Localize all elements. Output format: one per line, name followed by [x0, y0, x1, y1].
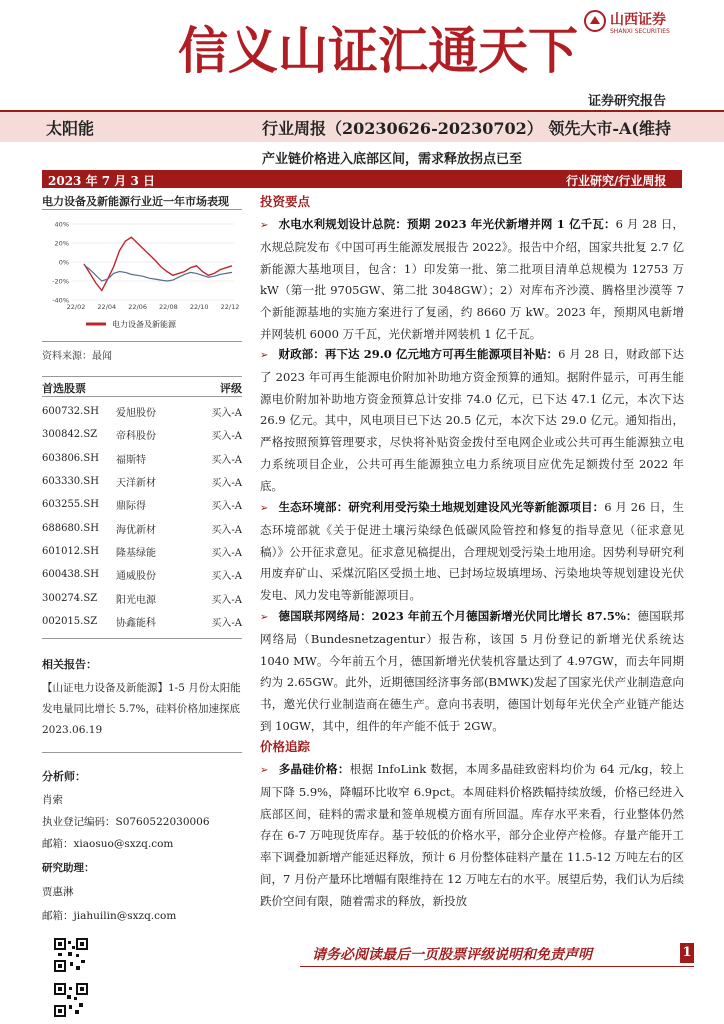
chart-title: 电力设备及新能源行业近一年市场表现: [42, 195, 229, 208]
chart-source: 资料来源：最闻: [42, 351, 112, 362]
stock-name: 通威股份: [116, 571, 156, 583]
chart-grid: [72, 224, 234, 300]
stock-code: 603255.SH: [42, 499, 99, 511]
paragraph-text: 德国联邦网络局（Bundesnetzagentur）报告称，该国 5 月份登记的新增光伏系统达 1040 MW。今年前五个月，德国新增光伏装机容量达到了 4.97GW，而去年同期约为 2.65GW。此外，近期德国经济事务部(BMWK)发起了国家光伏产业制造意向书，邀光伏行业制造商在德生产。意向书表明，德国计划每年光伏全产业链产能达到 10GW，其中，组件的年产能不低于 2GW。: [260, 609, 684, 733]
stock-code: 300842.SZ: [42, 429, 98, 441]
paragraph-lead: 多晶硅价格：: [278, 762, 350, 776]
stock-row: [42, 470, 242, 493]
report-date: 2023 年 7 月 3 日: [48, 174, 155, 188]
series-line-benchmark: [84, 265, 232, 281]
stock-rating: 买入-A: [211, 478, 242, 490]
divider: [42, 638, 242, 639]
stock-row: [42, 610, 242, 633]
footer-divider: [300, 966, 694, 967]
analyst-name: 肖索: [42, 794, 63, 806]
stock-rating: 买入-A: [211, 501, 242, 513]
logo-name: 山西证券: [610, 12, 666, 28]
stock-code: 600438.SH: [42, 569, 99, 581]
paragraph-germany-network-agency: [260, 606, 684, 738]
report-subheadline: 产业链价格进入底部区间，需求释放拐点已至: [262, 152, 523, 167]
stock-rating: 买入-A: [211, 431, 242, 443]
bullet-icon: ➢: [260, 765, 269, 776]
stock-rating: 买入-A: [211, 408, 242, 420]
related-reports-title: 相关报告：: [42, 658, 97, 671]
y-tick-label: 40%: [54, 220, 69, 229]
stock-rating: 买入-A: [211, 617, 242, 629]
stock-rating: 买入-A: [211, 547, 242, 559]
stock-row: [42, 400, 242, 423]
stock-name: 天洋新材: [116, 478, 156, 490]
stock-row: [42, 447, 242, 470]
bullet-icon: ➢: [260, 350, 269, 361]
slogan-banner: [178, 16, 628, 106]
x-tick-label: 22/02: [66, 303, 86, 311]
divider: [42, 396, 242, 397]
paragraph-lead: 生态环境部：研究利用受污染土地规划建设风光等新能源项目：: [278, 500, 605, 514]
stock-row: [42, 493, 242, 516]
assistant-name: 贾惠淋: [42, 886, 74, 898]
bullet-icon: ➢: [260, 503, 269, 514]
paragraph-hydropower-institute: [260, 214, 684, 346]
stock-code: 688680.SH: [42, 522, 99, 534]
bullet-icon: ➢: [260, 220, 269, 231]
chart-legend-label: 电力设备及新能源: [112, 320, 176, 329]
x-tick-label: 22/06: [128, 303, 147, 311]
stock-row: [42, 516, 242, 539]
stock-code: 603806.SH: [42, 452, 99, 464]
stock-code: 601012.SH: [42, 545, 99, 557]
slogan-text: 信义山证汇通天下: [178, 21, 578, 80]
paragraph-ministry-of-ecology: [260, 497, 684, 607]
y-tick-label: 0%: [58, 258, 69, 267]
x-tick-label: 22/12: [220, 303, 240, 311]
stock-name: 福斯特: [116, 454, 146, 466]
stock-name: 海优新材: [116, 524, 156, 536]
stock-row: [42, 586, 242, 609]
y-tick-label: -40%: [52, 296, 69, 305]
page-number: 1: [680, 943, 694, 963]
analyst-title: 分析师：: [42, 770, 86, 783]
stock-rating: 买入-A: [211, 571, 242, 583]
y-tick-label: 20%: [54, 239, 69, 248]
divider: [42, 376, 242, 377]
assistant-email[interactable]: 邮箱：jiahuilin@sxzq.com: [42, 910, 177, 922]
stock-rating: 买入-A: [211, 594, 242, 606]
stock-row: [42, 423, 242, 446]
series-line-sector: [84, 237, 232, 290]
company-logo: [582, 8, 702, 44]
section-title-investment-points: 投资要点: [260, 194, 311, 209]
market-performance-chart: [42, 214, 242, 332]
divider: [42, 341, 242, 342]
section-title-price-tracking: 价格追踪: [260, 739, 311, 754]
preferred-stocks-table: [42, 400, 242, 633]
logo-english: SHANXI SECURITIES: [610, 28, 670, 35]
stock-code: 300274.SZ: [42, 592, 98, 604]
divider: [42, 209, 242, 210]
divider: [42, 752, 242, 753]
stock-name: 协鑫能科: [116, 617, 156, 629]
disclaimer-notice: 请务必阅读最后一页股票评级说明和免责声明: [312, 947, 592, 963]
x-tick-label: 22/10: [189, 303, 209, 311]
stock-name: 隆基绿能: [116, 547, 156, 559]
stock-row: [42, 563, 242, 586]
stock-name: 爱旭股份: [116, 408, 156, 420]
report-headline: 行业周报（20230626-20230702） 领先大市-A(维持: [262, 119, 671, 138]
x-tick-label: 22/04: [97, 303, 117, 311]
stock-name: 鼎际得: [116, 501, 146, 513]
stock-code: 002015.SZ: [42, 615, 98, 627]
report-category: 行业研究/行业周报: [566, 174, 667, 188]
paragraph-lead: 德国联邦网络局：2023 年前五个月德国新增光伏同比增长 87.5%：: [278, 609, 638, 623]
paragraph-ministry-of-finance: [260, 344, 684, 498]
stock-code: 603330.SH: [42, 476, 99, 488]
report-type: 证券研究报告: [588, 94, 667, 109]
stocks-header-rating: 评级: [220, 382, 242, 395]
stocks-header: [42, 380, 242, 396]
stock-name: 帝科股份: [116, 431, 156, 443]
stock-row: [42, 540, 242, 563]
qr-code-icon: [54, 983, 88, 1017]
paragraph-text: 6 月 28 日，财政部下达了 2023 年可再生能源电价附加补助地方资金预算的通知。据附件显示，可再生能源电价附加补助地方资金预算总计安排 74.0 亿元，已下达 47.1 亿元，本次下达 26.9 亿元。其中，风电项目已下达 20.5 亿元，本次下达 29.0 亿元。通知指出，严格按照预算管理要求，尽快将补贴资金拨付至电网企业或公共可再生能源独立电力系统项目企业，公共可再生能源独立电力系统项目应优先足额拨付至 2022 年底。: [260, 347, 685, 493]
paragraph-text: 根据 InfoLink 数据，本周多晶硅致密料均价为 64 元/kg，较上周下降 5.9%，降幅环比收窄 6.9pct。本周硅料价格跌幅持续放缓，价格已经进入底部区间，硅料的需求量和签单规模方面有所回温。库存水平来看，行业整体仍然存在 6-7 万吨现货库存。基于较低的价格水平，部分企业停产检修。存量产能开工率下调叠加新增产能延迟释放，预计 6 月份整体硅料产量在 11.5-12 万吨左右的区间，7 月份产量环比增幅有限维持在 12 万吨左右的水平。展望后势，我们认为后续跌价空间有限，随着需求的释放，新投放: [260, 762, 685, 908]
related-report-link[interactable]: 【山证电力设备及新能源】1-5 月份太阳能发电量同比增长 5.7%，硅料价格加速探底 2023.06.19: [42, 682, 241, 736]
stock-name: 阳光电源: [116, 594, 156, 606]
x-tick-label: 22/08: [159, 303, 178, 311]
stock-rating: 买入-A: [211, 454, 242, 466]
stocks-header-label: 首选股票: [42, 382, 86, 395]
paragraph-text: 6 月 28 日，水规总院发布《中国可再生能源发展报告 2022》。报告中介绍，国家共批复 2.7 亿新能源大基地项目，包含：1）印发第一批、第二批项目清单总规模为 12753 万 kW（第一批 9705GW、第二批 3048GW）；2）对库布齐沙漠、腾格里沙漠等 7 个新能源基地的实施方案进行了复函，约 8660 万 kW。2023 年，预期风电新增并网装机 6000 万千瓦，光伏新增并网装机 1 亿千瓦。: [260, 217, 684, 341]
assistant-title: 研究助理：: [42, 862, 95, 874]
analyst-email[interactable]: 邮箱：xiaosuo@sxzq.com: [42, 838, 174, 850]
paragraph-lead: 财政部：再下达 29.0 亿元地方可再生能源项目补贴：: [278, 347, 559, 361]
sector-title: 太阳能: [46, 119, 95, 138]
stock-code: 600732.SH: [42, 406, 99, 418]
bullet-icon: ➢: [260, 612, 269, 623]
qr-code-icon: [54, 938, 88, 972]
logo-emblem-icon: [584, 10, 606, 32]
paragraph-text: 6 月 26 日，生态环境部就《关于促进土壤污染绿色低碳风险管控和修复的指导意见（征求意见稿）》公开征求意见。征求意见稿提出，合理规划受污染土地用途。因势利导研究利用废弃矿山、采煤沉陷区受损土地、已封场垃圾填埋场、污染地块等规划建设光伏发电、风力发电等新能源项目。: [260, 500, 685, 603]
stock-rating: 买入-A: [211, 524, 242, 536]
paragraph-polysilicon-price: [260, 759, 684, 913]
paragraph-lead: 水电水利规划设计总院：预期 2023 年光伏新增并网 1 亿千瓦：: [278, 217, 616, 231]
y-tick-label: -20%: [52, 277, 69, 286]
analyst-license: 执业登记编码：S0760522030006: [42, 816, 210, 828]
